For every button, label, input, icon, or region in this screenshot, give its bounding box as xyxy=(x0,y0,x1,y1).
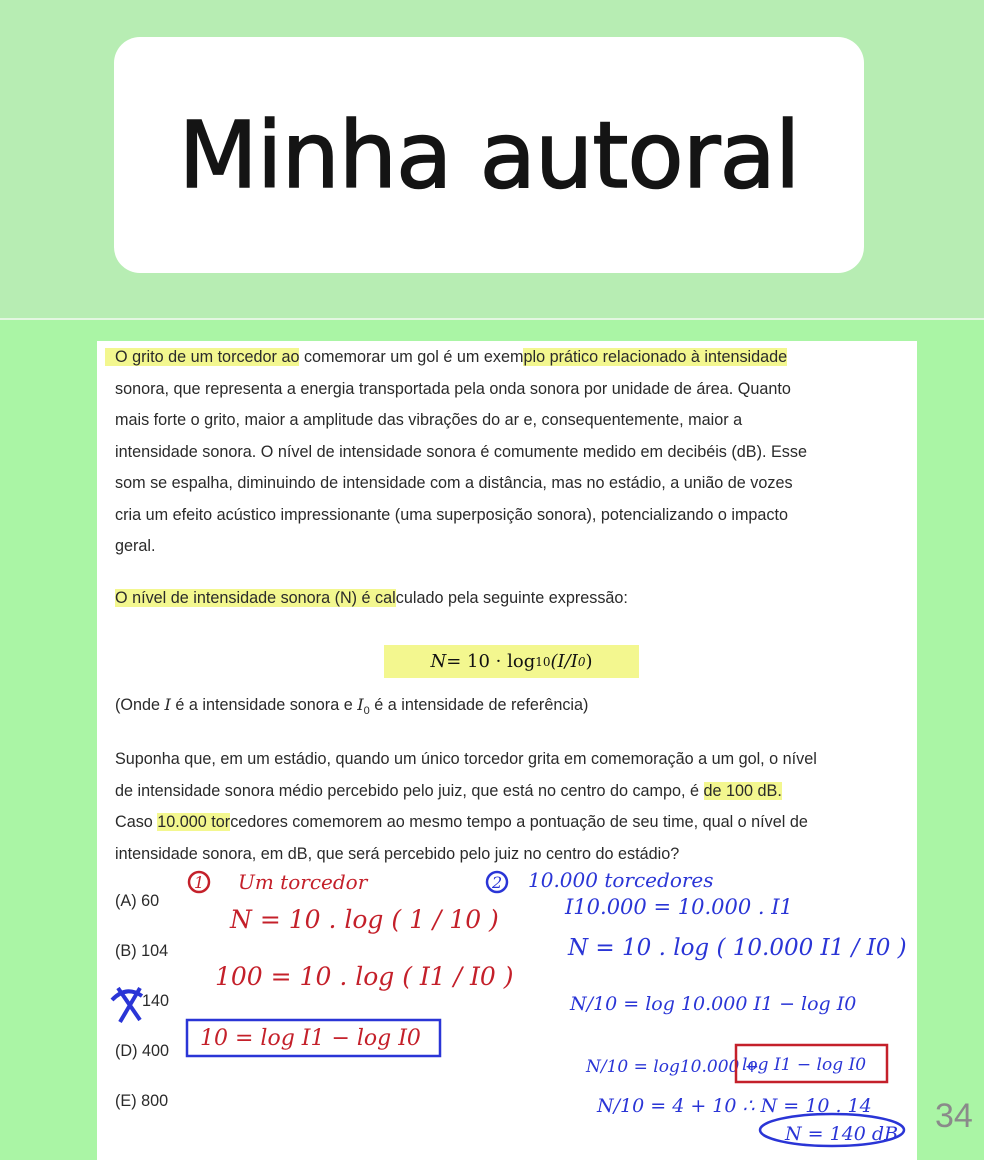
blue-line-2: N = 10 . log ( 10.000 I1 / I0 ) xyxy=(568,935,907,961)
problem-line-1: Suponha que, em um estádio, quando um único torcedor grita em comemoração a um gol, o nível xyxy=(115,750,817,768)
blue-line-4-boxed: log I1 − log I0 xyxy=(742,1055,867,1075)
intro-line-6: cria um efeito acústico impressionante (uma superposição sonora), potencializando o impacto xyxy=(115,505,789,524)
intro-line-5: som se espalha, diminuindo de intensidade com a distância, mas no estádio, a união de vozes xyxy=(115,474,793,492)
blue-final-answer: N = 140 dB xyxy=(785,1123,899,1145)
red-eq-1: N = 10 . log ( 1 / 10 ) xyxy=(230,905,499,934)
question-sheet xyxy=(97,341,917,1160)
option-d: (D) 400 xyxy=(115,1042,169,1060)
blue-line-1: I10.000 = 10.000 . I1 xyxy=(565,895,793,919)
formula-box: N = 10 · log 10 (I/I 0 ) xyxy=(384,645,639,678)
blue-line-4: N/10 = log10.000 + xyxy=(586,1057,759,1077)
problem-line-4: intensidade sonora, em dB, que será percebido pelo juiz no centro do estádio? xyxy=(115,844,680,863)
intro-line-1: O grito de um torcedor ao comemorar um gol é um exemplo prático relacionado à intensidade xyxy=(115,348,788,366)
page-number: 34 xyxy=(935,1097,973,1135)
formula-note: (Onde I é a intensidade sonora e $I_0$ é a intensidade de referência) xyxy=(115,695,589,718)
page-title: Minha autoral xyxy=(178,101,800,209)
option-c: 140 xyxy=(142,992,170,1010)
red-title: Um torcedor xyxy=(238,870,368,894)
paragraph-formula-intro: O nível de intensidade sonora (N) é calculado pela seguinte expressão: xyxy=(115,589,628,607)
step-2-number: 2 xyxy=(492,873,503,892)
intro-line-4: intensidade sonora. O nível de intensidade sonora é comumente medido em decibéis (dB). Esse xyxy=(115,442,807,461)
option-a: (A) 60 xyxy=(115,892,160,910)
intro-line-7: geral. xyxy=(115,537,156,555)
option-b: (B) 104 xyxy=(115,942,169,960)
red-eq-3: 10 = log I1 − log I0 xyxy=(200,1026,421,1051)
step-1-number: 1 xyxy=(194,873,205,892)
problem-line-2: de intensidade sonora médio percebido pelo juiz, que está no centro do campo, é de 100 dB. xyxy=(115,781,782,800)
title-card xyxy=(114,37,864,273)
intro-line-3: mais forte o grito, maior a amplitude das vibrações do ar e, consequentemente, maior a xyxy=(115,411,743,429)
problem-line-3: Caso 10.000 torcedores comemorem ao mesmo tempo a pontuação de seu time, qual o nível de xyxy=(115,813,808,831)
paragraph-intro xyxy=(115,342,905,563)
blue-title: 10.000 torcedores xyxy=(528,868,714,892)
paragraph-problem xyxy=(115,744,905,870)
blue-line-5: N/10 = 4 + 10 ∴ N = 10 . 14 xyxy=(597,1095,872,1117)
red-eq-2: 100 = 10 . log ( I1 / I0 ) xyxy=(215,962,514,991)
intro-line-2: sonora, que representa a energia transportada pela onda sonora por unidade de área. Quanto xyxy=(115,379,791,398)
option-e: (E) 800 xyxy=(115,1092,169,1110)
blue-line-3: N/10 = log 10.000 I1 − log I0 xyxy=(570,993,857,1015)
header-band xyxy=(0,0,984,320)
